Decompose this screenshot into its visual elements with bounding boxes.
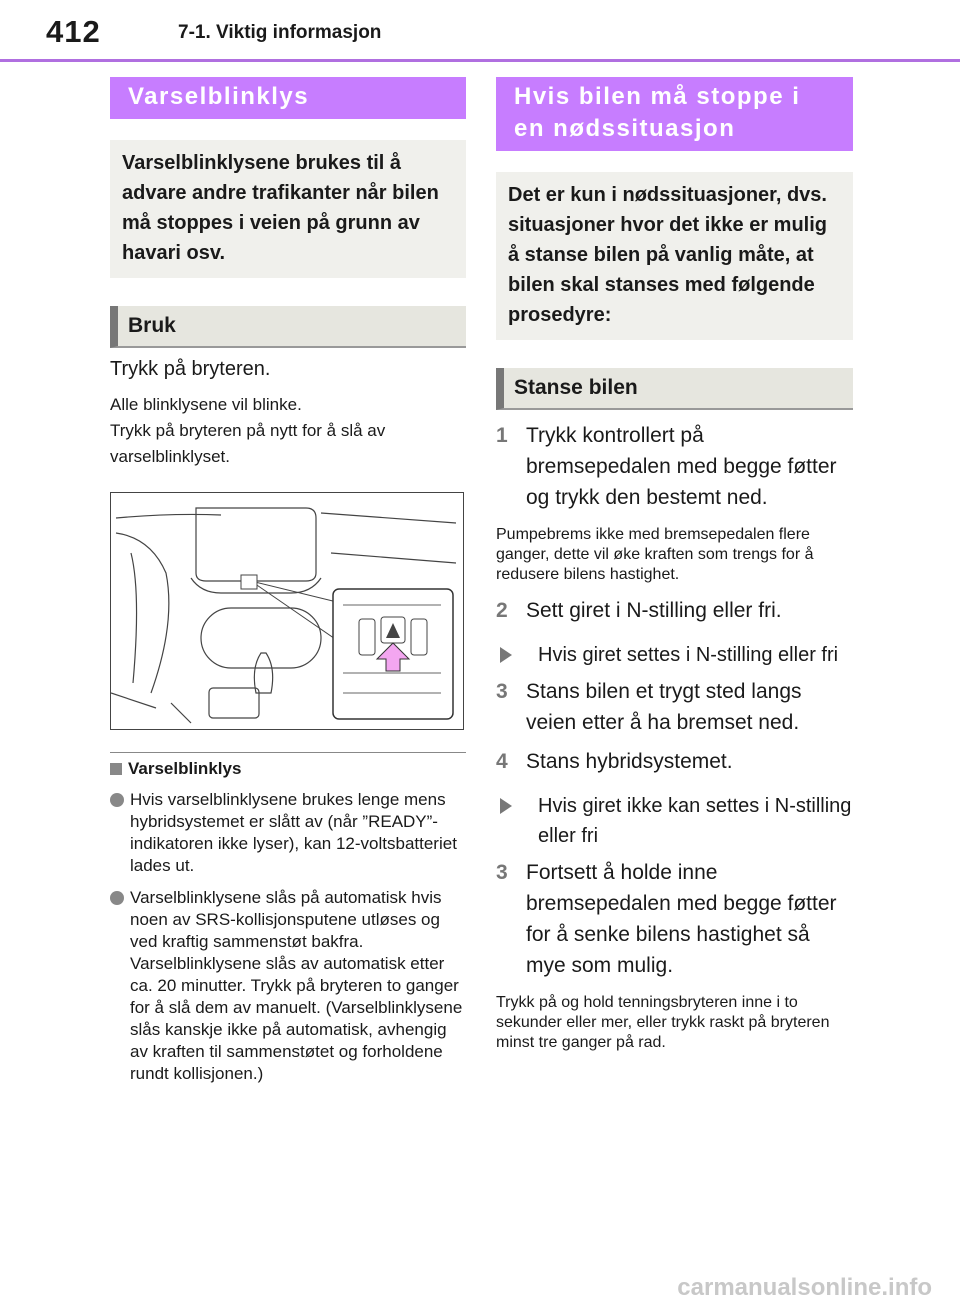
header-rule [0,59,960,62]
watermark: carmanualsonline.info [677,1274,932,1301]
stop-vehicle-subheading: Stanse bilen [496,368,853,410]
step-text: Stans bilen et trygt sted langs veien etter å ha bremset ned. [526,680,802,734]
dot-bullet-icon [110,793,124,807]
usage-detail-2: Trykk på bryteren på nytt for å slå av varselblinklyset. [110,421,386,466]
page-number: 412 [46,14,101,49]
note-item [110,789,466,877]
step-number: 3 [496,861,508,884]
note-text-1: Hvis varselblinklysene brukes lenge mens hybridsystemet er slått av (når ”READY”-indikatoren ikke lyser), kan 12-voltsbatteriet lades ut. [130,790,457,875]
step-1 [496,420,853,513]
hazard-lights-title: Varselblinklys [110,77,466,119]
step-number: 4 [496,750,508,773]
note-item [110,887,466,1085]
step-text: Trykk kontrollert på bremsepedalen med begge føtter og trykk den bestemt ned. [526,424,837,509]
left-column [110,77,466,1085]
right-column [496,77,853,1053]
condition-text: Hvis giret settes i N-stilling eller fri [538,644,839,666]
usage-subheading: Bruk [110,306,466,348]
step-text: Sett giret i N-stilling eller fri. [526,599,782,622]
step-text: Fortsett å holde inne bremsepedalen med begge føtter for å senke bilens hastighet så mye som mulig. [526,861,837,977]
square-bullet-icon [110,763,122,775]
note-heading-text: Varselblinklys [128,759,242,778]
usage-instruction: Trykk på bryteren. [110,358,271,380]
triangle-bullet-icon [500,647,530,663]
note-heading [110,759,466,779]
emergency-stop-title: Hvis bilen må stoppe i en nødssituasjon [496,77,853,151]
note-text-2: Varselblinklysene slås på automatisk hvis noen av SRS-kollisjonsputene utløses og ved kraftig sammenstøt bakfra. Varselblinklysene slås av automatisk etter ca. 20 minutter. Trykk på bryteren to ganger for å slå dem av manuelt. (Varselblinklysene slås kanskje ikke på automatisk, avhengig av kraften til sammenstøtet og forholdene rundt kollisjonen.) [130,888,463,1083]
final-note: Trykk på og hold tenningsbryteren inne i to sekunder eller mer, eller trykk raskt på bryteren minst tre ganger på rad. [496,994,830,1051]
section-title: 7-1. Viktig informasjon [178,22,382,43]
step-number: 2 [496,599,508,622]
step-2 [496,595,853,626]
step-1-note: Pumpebrems ikke med bremsepedalen flere ganger, dette vil øke kraften som trengs for å redusere bilens hastighet. [496,526,814,583]
step-number: 1 [496,424,508,447]
dot-bullet-icon [110,891,124,905]
emergency-stop-intro: Det er kun i nødssituasjoner, dvs. situasjoner hvor det ikke er mulig å stanse bilen på vanlig måte, at bilen skal stanses med følgende prosedyre: [496,172,853,340]
usage-detail-1: Alle blinklysene vil blinke. [110,395,302,414]
dashboard-drawing [111,493,463,729]
condition-1 [496,640,853,670]
step-4 [496,746,853,777]
dashboard-illustration [110,492,464,730]
step-3a [496,676,853,738]
triangle-bullet-icon [500,798,530,814]
note-divider [110,752,466,753]
condition-2 [496,791,853,851]
step-number: 3 [496,680,508,703]
step-3b [496,857,853,981]
hazard-lights-intro: Varselblinklysene brukes til å advare andre trafikanter når bilen må stoppes i veien på grunn av havari osv. [110,140,466,278]
condition-text: Hvis giret ikke kan settes i N-stilling eller fri [538,795,852,847]
step-text: Stans hybridsystemet. [526,750,733,773]
